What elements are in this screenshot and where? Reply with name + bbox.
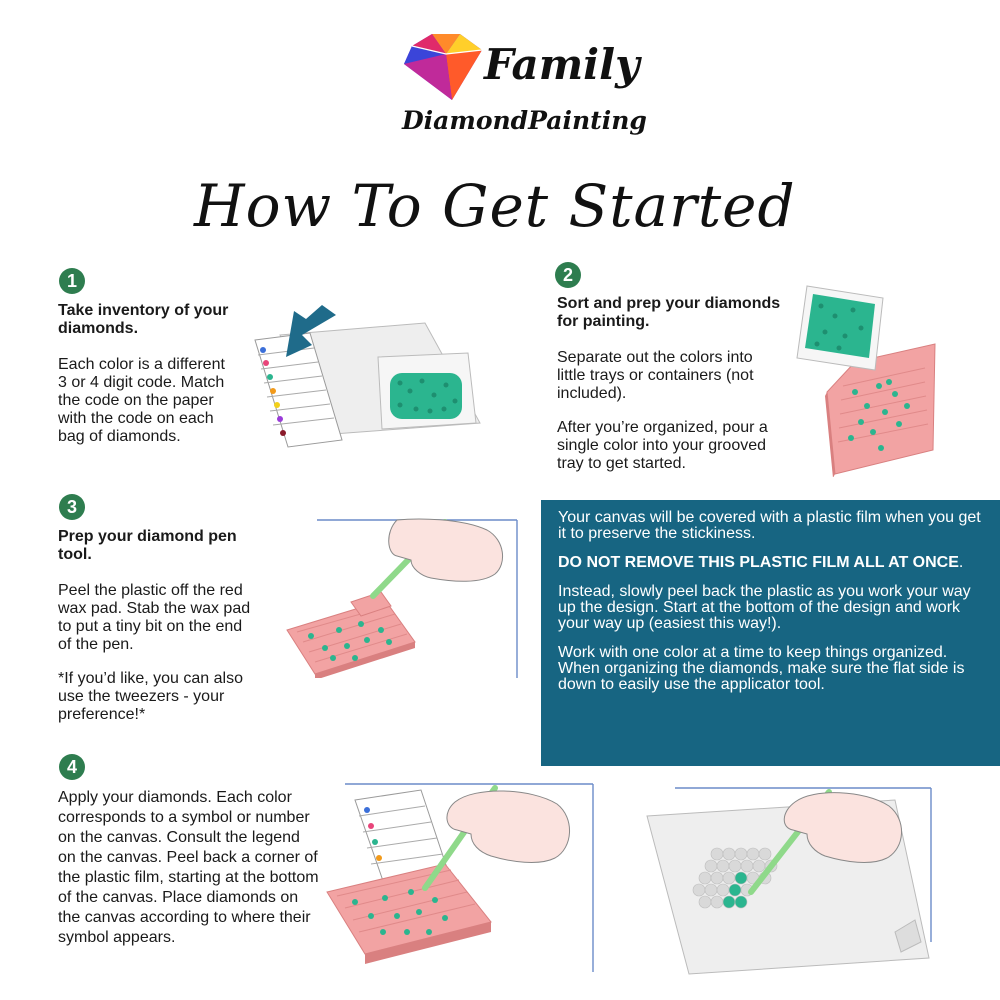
step-3 — [58, 528, 253, 740]
step-3-text-2: *If you’d like, you can also use the tweezers - your preference!* — [58, 670, 243, 723]
apply-illustration — [325, 782, 595, 977]
brand-word-family: Family — [484, 40, 640, 89]
info-text-4: Work with one color at a time to keep things organized. When organizing the diamonds, make sure the flat side is down to easily use the applicator tool. — [558, 644, 965, 693]
diamond-bag-icon — [378, 353, 476, 429]
sort-illustration — [795, 282, 945, 477]
step-1-text: Each color is a different 3 or 4 digit code. Match the code on the paper with the code on each bag of diamonds. — [58, 356, 225, 445]
step-4-text: Apply your diamonds. Each color corresponds to a symbol or number on the canvas. Consult the legend on the canvas. Peel back a corner of the plastic film, starting at the bottom of the canvas. Place diamonds on the canvas according to where their symbol appears. — [58, 789, 319, 946]
step-2-title: Sort and prep your diamonds for painting. — [557, 295, 781, 330]
gem-logo-icon — [402, 30, 484, 102]
info-warning: DO NOT REMOVE THIS PLASTIC FILM ALL AT ONCE. — [558, 554, 964, 571]
step-3-text-1: Peel the plastic off the red wax pad. Stab the wax pad to put a tiny bit on the end of the pen. — [58, 582, 251, 653]
step-1-badge: 1 — [59, 268, 85, 294]
tray-icon — [287, 600, 415, 678]
step-1 — [58, 302, 233, 462]
step-2-badge: 2 — [555, 262, 581, 288]
step-4-badge: 4 — [59, 754, 85, 780]
step-2-text-2: After you’re organized, pour a single color into your grooved tray to get started. — [557, 419, 768, 472]
canvas-illustration — [645, 782, 935, 977]
info-warning-strong: DO NOT REMOVE THIS PLASTIC FILM ALL AT ONCE — [558, 554, 959, 571]
pen-tool-illustration — [285, 518, 520, 678]
inventory-illustration — [250, 305, 485, 455]
tray-icon — [327, 864, 491, 964]
info-text-3: Instead, slowly peel back the plastic as you work your way up the design. Start at the bottom of the design and work your way up (easiest this way!). — [558, 583, 971, 632]
step-3-title: Prep your diamond pen tool. — [58, 528, 237, 563]
page-title: How To Get Started — [194, 172, 796, 240]
brand-word-diamondpainting: DiamondPainting — [402, 106, 647, 135]
plastic-film-info-box — [541, 500, 1000, 766]
hand-icon — [447, 791, 570, 863]
step-1-title: Take inventory of your diamonds. — [58, 302, 229, 337]
step-2-text-1: Separate out the colors into little trays or containers (not included). — [557, 349, 754, 402]
info-text-1: Your canvas will be covered with a plastic film when you get it to preserve the stickiness. — [558, 509, 981, 542]
step-2 — [557, 295, 782, 489]
step-3-badge: 3 — [59, 494, 85, 520]
diamond-bag-icon — [797, 286, 883, 370]
hand-icon — [389, 519, 503, 581]
